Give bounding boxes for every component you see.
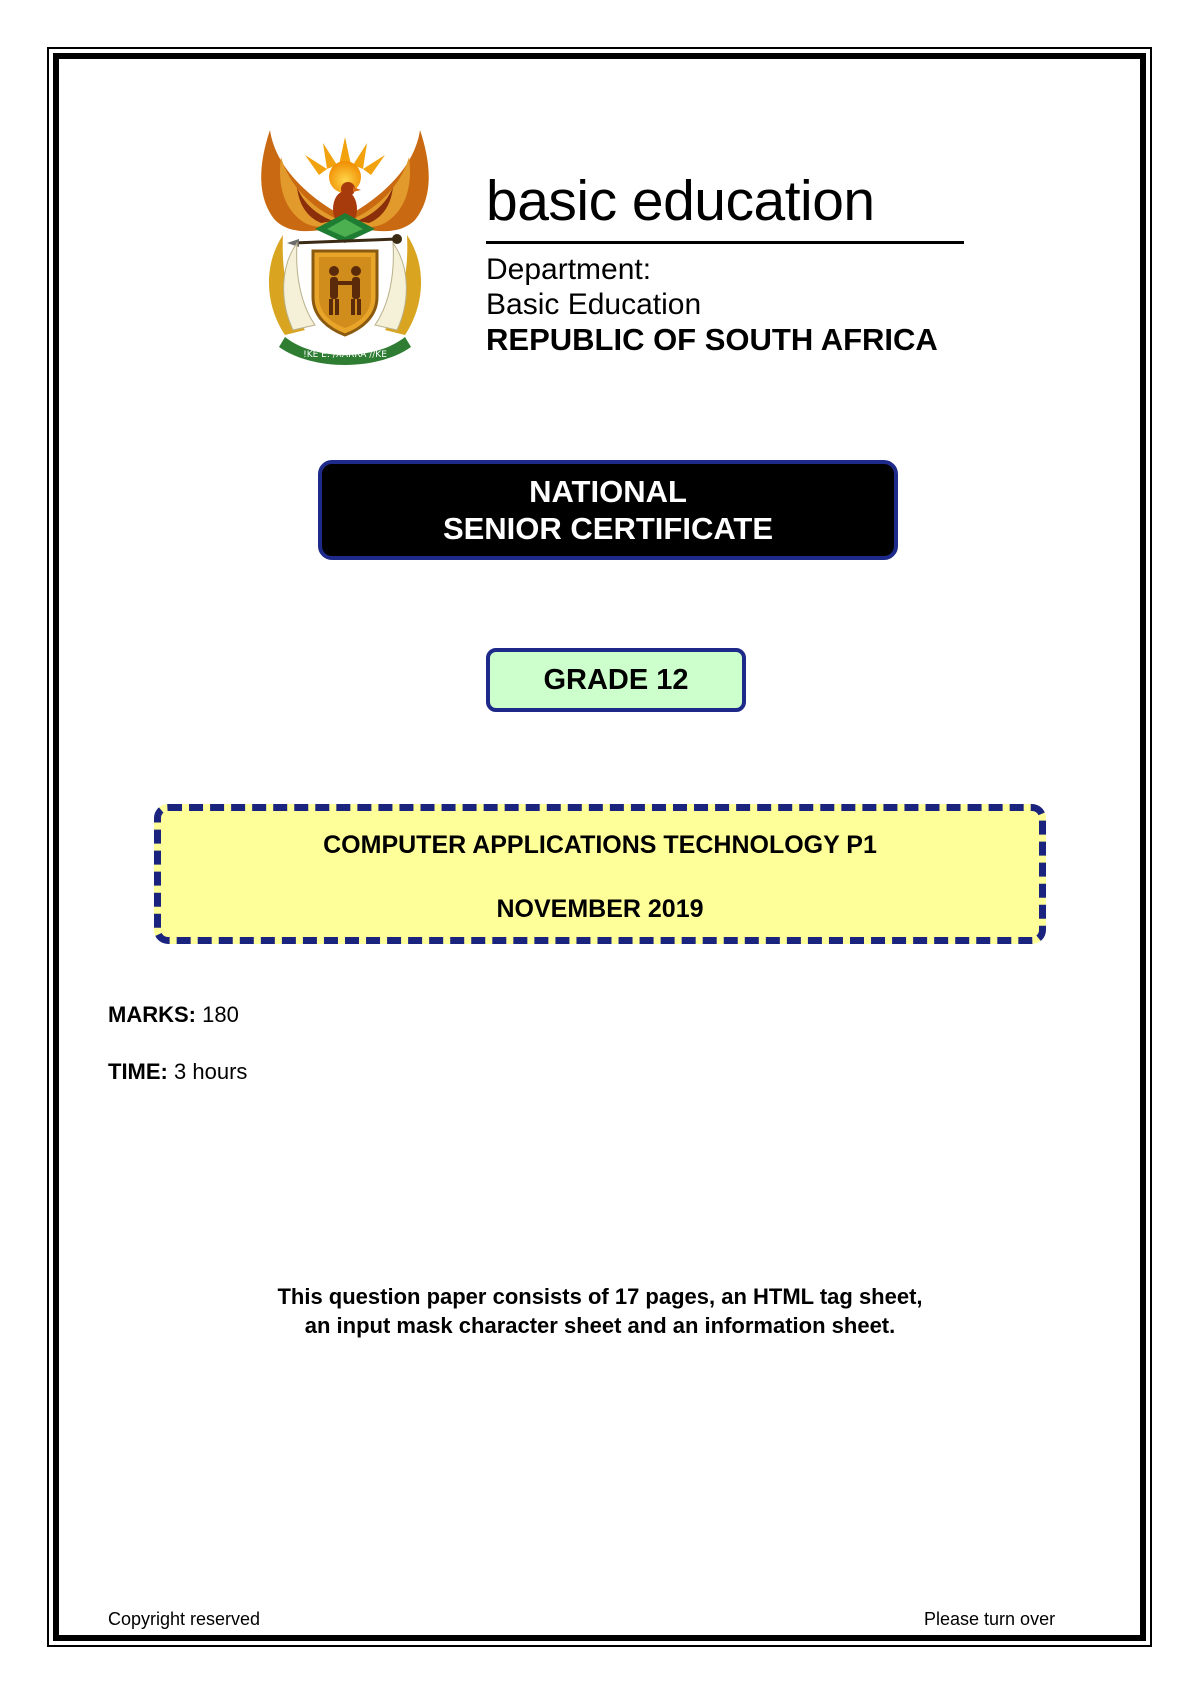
marks-value: 180 bbox=[202, 1002, 239, 1027]
certificate-banner bbox=[318, 460, 898, 560]
contents-text-html: HTML bbox=[753, 1284, 814, 1309]
brand-name: basic education bbox=[486, 169, 875, 233]
svg-text:!KE E: /XARRA //KE: !KE E: /XARRA //KE bbox=[303, 350, 387, 360]
department-label: Department: bbox=[486, 253, 652, 286]
contents-line-2: an input mask character sheet and an information sheet. bbox=[304, 1313, 896, 1338]
subject-box bbox=[154, 804, 1046, 944]
certificate-line-1: NATIONAL bbox=[529, 474, 687, 509]
coat-of-arms-icon bbox=[245, 125, 445, 370]
brand-divider bbox=[486, 241, 964, 244]
certificate-line-2: SENIOR CERTIFICATE bbox=[442, 511, 774, 546]
footer-copyright: Copyright reserved bbox=[108, 1609, 261, 1629]
marks-label: MARKS: bbox=[108, 1002, 196, 1027]
contents-line-1 bbox=[0, 1282, 1200, 1311]
department-name: Basic Education bbox=[486, 288, 702, 321]
grade-badge: GRADE 12 bbox=[486, 648, 746, 712]
time-info bbox=[108, 1059, 247, 1085]
subject-title: COMPUTER APPLICATIONS TECHNOLOGY P1 bbox=[323, 831, 877, 859]
country-name: REPUBLIC OF SOUTH AFRICA bbox=[486, 322, 938, 357]
marks-info bbox=[108, 1002, 239, 1028]
paper-contents-note bbox=[0, 1282, 1200, 1340]
department-branding bbox=[486, 165, 966, 357]
exam-date: NOVEMBER 2019 bbox=[496, 895, 704, 923]
contents-text-pre: This question paper consists of 17 pages, an bbox=[277, 1284, 754, 1309]
time-label: TIME: bbox=[108, 1059, 168, 1084]
contents-text-post: tag sheet, bbox=[813, 1284, 923, 1309]
footer-turn-over: Please turn over bbox=[924, 1609, 1056, 1629]
time-value: 3 hours bbox=[174, 1059, 248, 1084]
